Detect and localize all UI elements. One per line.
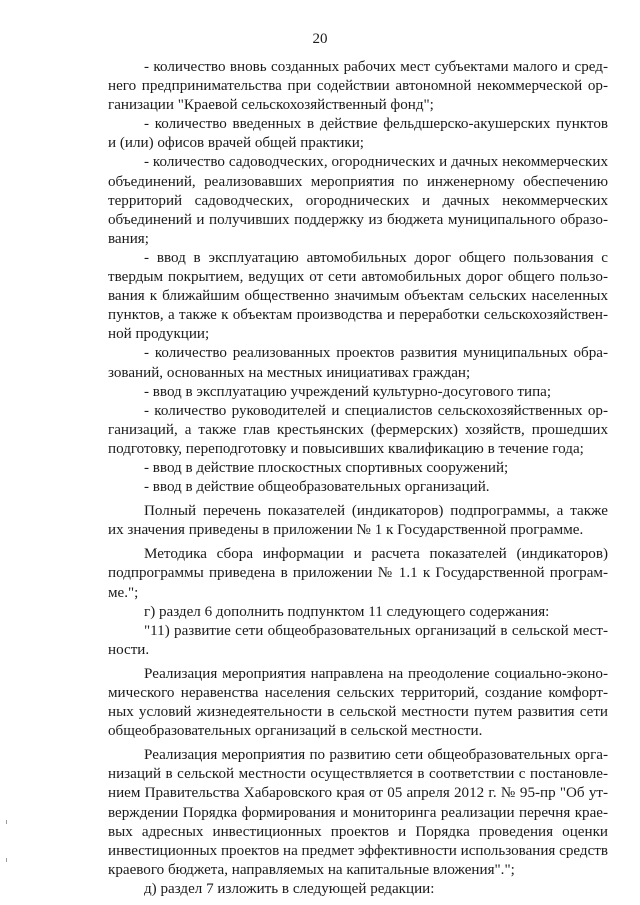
- paragraph-medical-points-indicator: - количество введенных в действие фельдшерско-акушерских пунктов и (или) офисов врачей общей практики;: [108, 116, 608, 152]
- paragraph-sports-facilities-indicator: - ввод в действие плоскостных спортивных сооружений;: [144, 459, 509, 476]
- paragraph-roads-indicator: - ввод в эксплуатацию автомобильных дорог общего пользования с твердым покрытием, ведущих от сети автомобильных дорог общего пользования к ближайшим общественно значимым объектам сельских населенных пунктов, а также к объектам производства и переработки сельскохозяйственной продукции;: [108, 249, 608, 343]
- paragraph-subitem-11: "11) развитие сети общеобразовательных организаций в сельской местности.: [108, 622, 608, 658]
- paragraph-garden-associations-indicator: - количество садоводческих, огороднических и дачных некоммерческих объединений, реализовавших мероприятия по инженерному обеспечению территорий садоводческих, огороднических и дачных некоммерческих объединений и получивших поддержку из бюджета муниципального образования;: [108, 154, 608, 247]
- scan-artifact: [6, 858, 7, 862]
- paragraph-culture-facilities-indicator: - ввод в эксплуатацию учреждений культурно-досугового типа;: [144, 383, 552, 400]
- paragraph-municipal-projects-indicator: - количество реализованных проектов развития муниципальных образований, основанных на местных инициативах граждан;: [108, 345, 608, 381]
- paragraph-training-indicator: - количество руководителей и специалистов сельскохозяйственных организаций, а также глав крестьянских (фермерских) хозяйств, прошедших подготовку, переподготовку и повысивших квалификацию в течение года;: [108, 402, 608, 457]
- paragraph-measure-purpose: Реализация мероприятия направлена на преодоление социально-экономического неравенства населения сельских территорий, создание комфортных условий жизнедеятельности в сельской местности путем развития сети общеобразовательных организаций в сельской местности.: [108, 665, 608, 740]
- scan-artifact: [6, 820, 7, 824]
- paragraph-section-7-amendment: д) раздел 7 изложить в следующей редакции:: [144, 880, 435, 897]
- paragraph-schools-indicator: - ввод в действие общеобразовательных организаций.: [144, 479, 490, 496]
- paragraph-new-jobs-indicator: - количество вновь созданных рабочих мест субъектами малого и среднего предпринимательства при содействии автономной некоммерческой организации "Краевой сельскохозяйственный фонд";: [108, 59, 608, 114]
- paragraph-full-list-of-indicators: Полный перечень показателей (индикаторов) подпрограммы, а также их значения приведены в приложении № 1 к Государственной программе.: [108, 503, 608, 539]
- paragraph-measure-implementation: Реализация мероприятия по развитию сети общеобразовательных организаций в сельской местности осуществляется в соответствии с постановлением Правительства Хабаровского края от 05 апреля 2012 г. № 95-пр "Об утверждении Порядка формирования и мониторинга реализации перечня краевых адресных инвестиционных проектов и Порядка проведения оценки инвестиционных проектов на предмет эффективности использования средств краевого бюджета, направляемых на капитальные вложения".";: [108, 747, 608, 878]
- paragraph-section-6-amendment: г) раздел 6 дополнить подпунктом 11 следующего содержания:: [144, 603, 550, 620]
- page-number: 20: [312, 31, 328, 47]
- paragraph-methodology: Методика сбора информации и расчета показателей (индикаторов) подпрограммы приведена в приложении № 1.1 к Государственной программе.";: [108, 546, 608, 601]
- document-body: [108, 58, 608, 899]
